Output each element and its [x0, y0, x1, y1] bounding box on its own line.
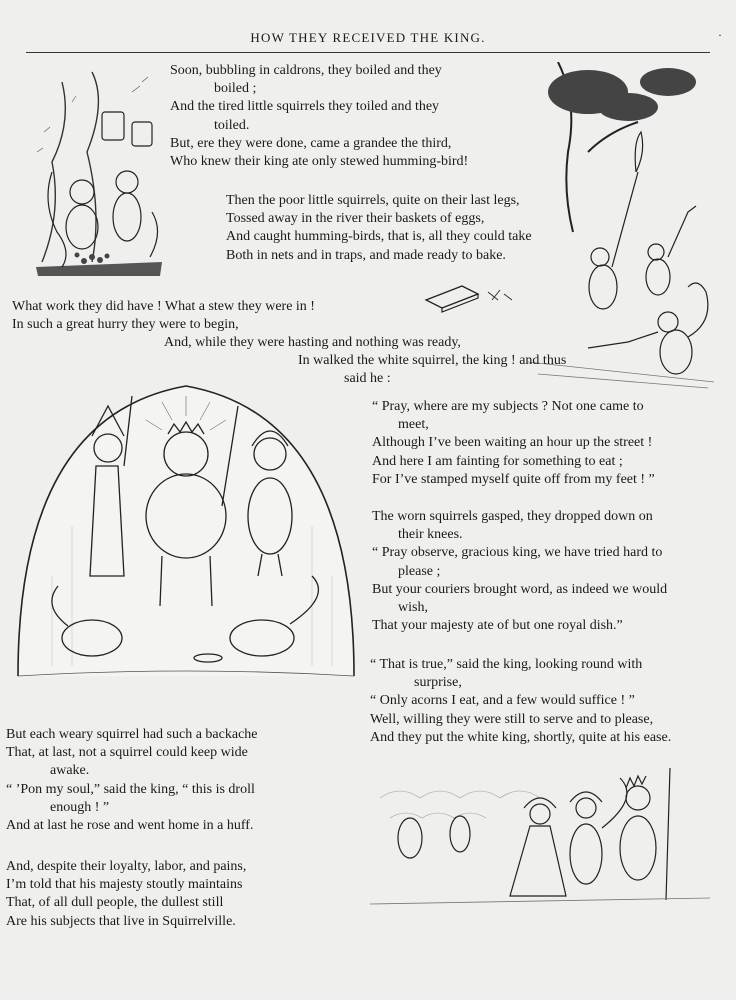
- verse-line: But each weary squirrel had such a backache: [6, 727, 258, 742]
- stanza-6: [370, 656, 671, 747]
- stanza-2: [226, 192, 532, 265]
- verse-line: Although I’ve been waiting an hour up the street !: [372, 435, 653, 451]
- verse-line: “ ’Pon my soul,” said the king, “ this is droll: [6, 781, 255, 797]
- header-rule: [26, 52, 710, 53]
- stanza-4: [372, 398, 655, 489]
- verse-line: their knees.: [398, 527, 463, 543]
- verse-line: For I’ve stamped myself quite off from my feet ! ”: [372, 471, 655, 487]
- verse-line: In such a great hurry they were to begin,: [12, 317, 239, 332]
- illustration-squirrels-baskets: [32, 62, 166, 278]
- verse-line: And caught humming-birds, that is, all they could take: [226, 229, 532, 245]
- verse-line: “ Pray observe, gracious king, we have tried hard to: [372, 545, 663, 561]
- verse-line: boiled ;: [214, 81, 257, 97]
- page-marker: ·: [718, 28, 722, 42]
- illustration-squirrels-nets: [528, 62, 714, 392]
- verse-line: What work they did have ! What a stew they were in !: [12, 299, 315, 314]
- verse-line: In walked the white squirrel, the king ! and thus: [298, 353, 567, 368]
- verse-line: Soon, bubbling in caldrons, they boiled and they: [170, 63, 442, 78]
- illustration-king-circle: [12, 376, 360, 694]
- verse-line: Then the poor little squirrels, quite on their last legs,: [226, 193, 520, 208]
- verse-line: Both in nets and in traps, and made ready to bake.: [226, 247, 506, 263]
- verse-line: wish,: [398, 600, 428, 616]
- verse-line: That your majesty ate of but one royal dish.”: [372, 618, 623, 634]
- verse-line: But, ere they were done, came a grandee the third,: [170, 135, 452, 151]
- verse-line: toiled.: [214, 117, 250, 133]
- stanza-7: [6, 726, 258, 835]
- verse-line: And the tired little squirrels they toiled and they: [170, 99, 440, 115]
- stanza-8: [6, 858, 246, 931]
- verse-line: I’m told that his majesty stoutly maintains: [6, 877, 243, 893]
- verse-line: “ Pray, where are my subjects ? Not one came to: [372, 399, 644, 414]
- verse-line: And they put the white king, shortly, quite at his ease.: [370, 729, 672, 745]
- illustration-procession: [370, 768, 710, 916]
- verse-line: And at last he rose and went home in a huff.: [6, 818, 254, 834]
- verse-line: “ That is true,” said the king, looking round with: [370, 657, 643, 672]
- verse-line: meet,: [398, 417, 429, 433]
- illustration-trap: [422, 280, 514, 314]
- verse-line: That, at last, not a squirrel could keep wide: [6, 745, 248, 761]
- verse-line: And, while they were hasting and nothing was ready,: [164, 335, 461, 350]
- verse-line: Are his subjects that live in Squirrelville.: [6, 913, 236, 929]
- verse-line: Tossed away in the river their baskets of eggs,: [226, 211, 485, 227]
- verse-line: said he :: [344, 371, 391, 386]
- verse-line: And, despite their loyalty, labor, and pains,: [6, 859, 247, 874]
- running-header: HOW THEY RECEIVED THE KING.: [250, 30, 486, 45]
- verse-line: enough ! ”: [50, 799, 110, 815]
- verse-line: But your couriers brought word, as indeed we would: [372, 581, 668, 597]
- stanza-1: [170, 62, 468, 171]
- verse-line: “ Only acorns I eat, and a few would suffice ! ”: [370, 693, 635, 709]
- verse-line: surprise,: [414, 675, 462, 691]
- verse-line: That, of all dull people, the dullest still: [6, 895, 224, 911]
- verse-line: Well, willing they were still to serve and to please,: [370, 711, 654, 727]
- verse-line: The worn squirrels gasped, they dropped down on: [372, 509, 653, 524]
- verse-line: Who knew their king ate only stewed humming-bird!: [170, 154, 469, 170]
- verse-line: please ;: [398, 563, 441, 579]
- verse-line: And here I am fainting for something to eat ;: [372, 453, 623, 469]
- stanza-5: [372, 508, 667, 635]
- verse-line: awake.: [50, 763, 90, 779]
